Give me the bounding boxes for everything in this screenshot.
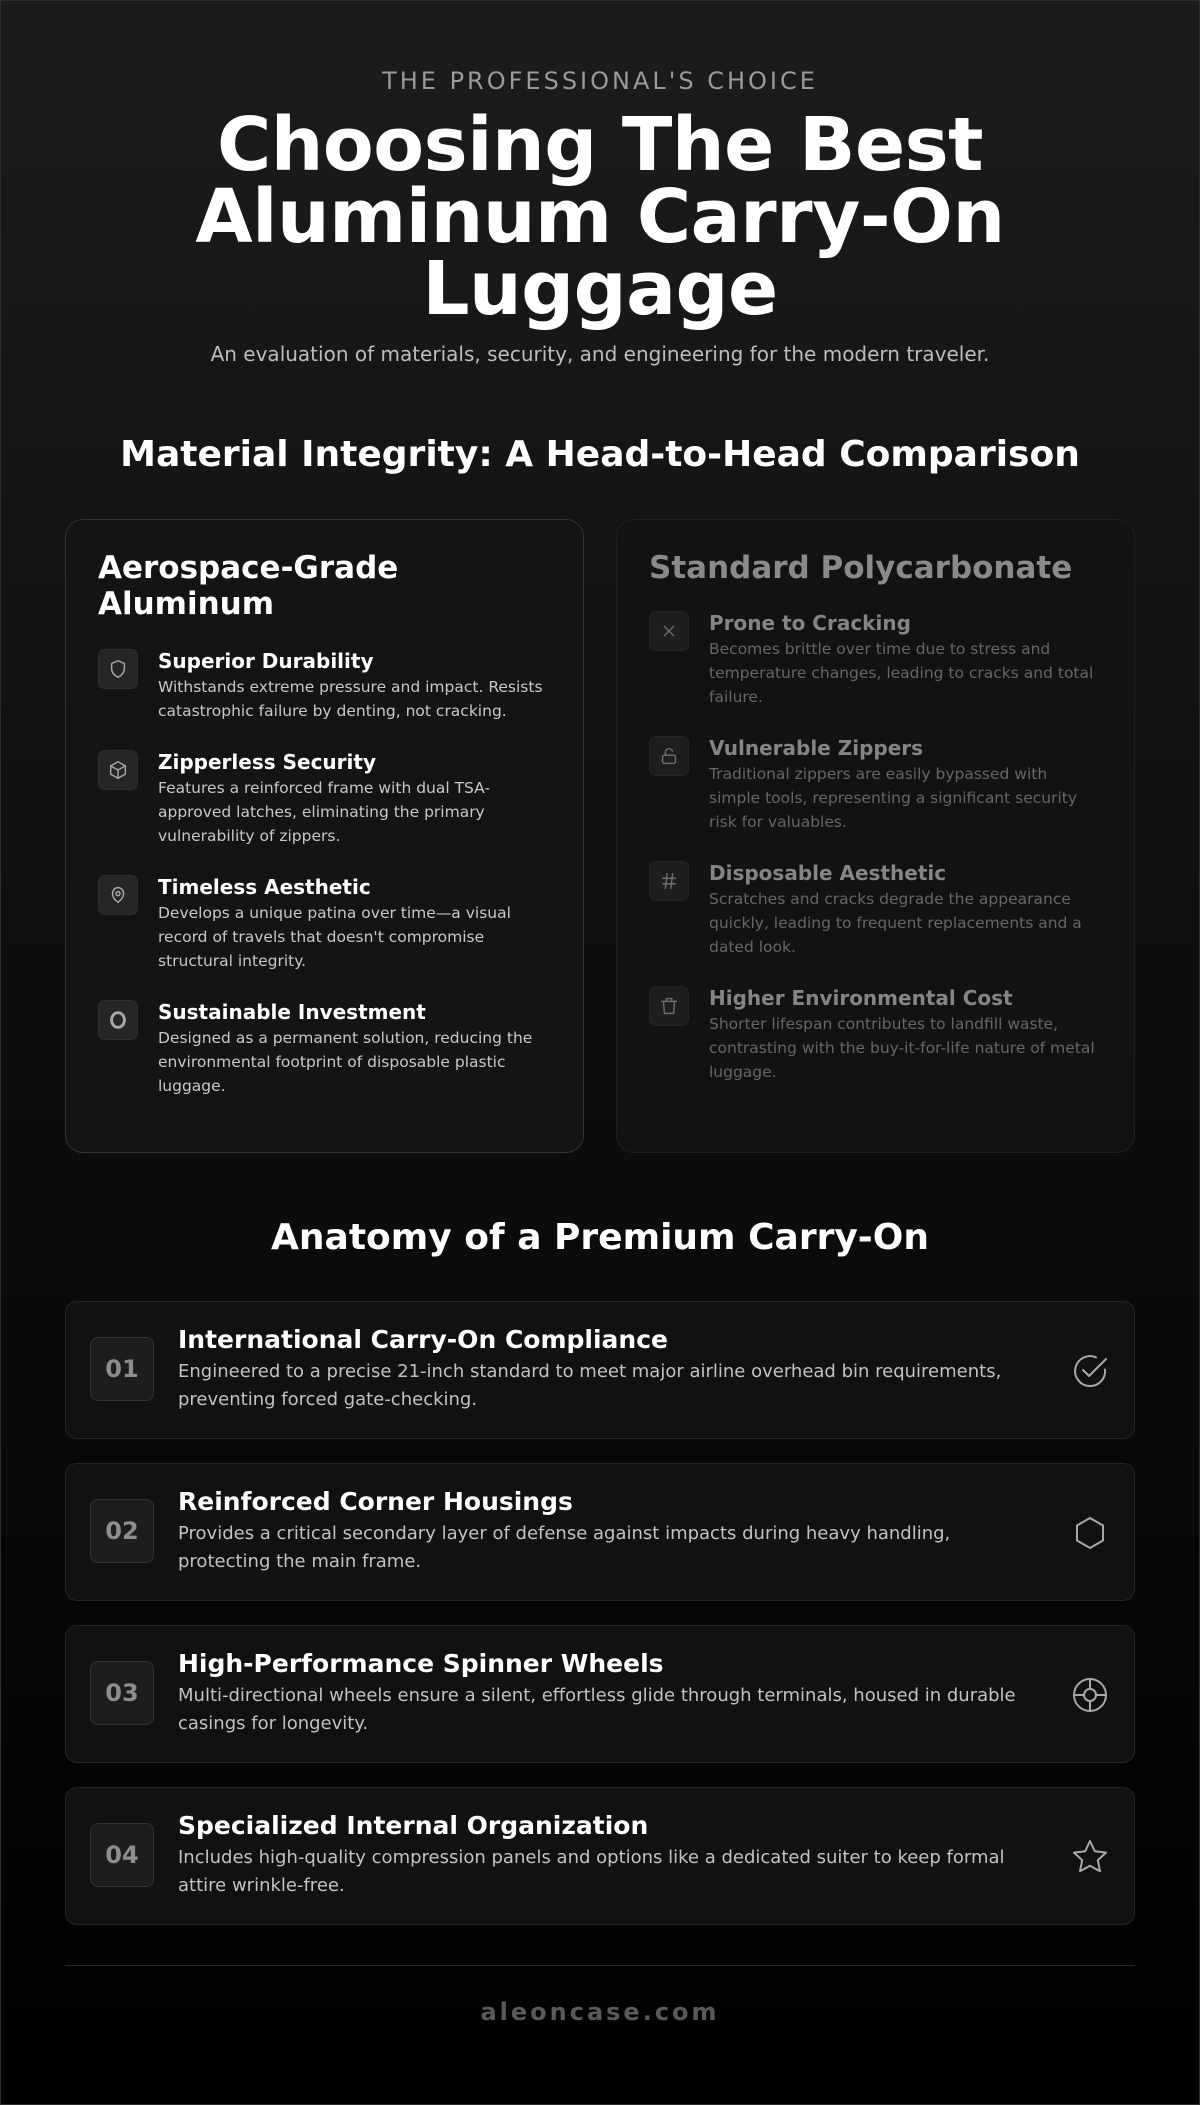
feature-title: Disposable Aesthetic <box>709 861 947 885</box>
feature-text: Traditional zippers are easily bypassed with simple tools, representing a significant security risk for valuables. <box>709 765 1078 831</box>
aluminum-card <box>65 519 584 1153</box>
page-title: Choosing The Best Aluminum Carry-On Luggage <box>195 102 1005 332</box>
anatomy-item <box>65 1787 1135 1925</box>
footer-divider <box>65 1965 1135 1966</box>
feature-text: Designed as a permanent solution, reducing the environmental footprint of disposable plastic luggage. <box>158 1029 533 1095</box>
feature-title: Superior Durability <box>158 649 374 673</box>
feature-text: Scratches and cracks degrade the appearance quickly, leading to frequent replacements and a dated look. <box>709 890 1082 956</box>
page-subtitle: An evaluation of materials, security, and engineering for the modern traveler. <box>210 342 990 366</box>
anatomy-item <box>65 1301 1135 1439</box>
wheel-icon <box>1070 1675 1110 1715</box>
item-number: 02 <box>90 1499 154 1563</box>
feature-text: Develops a unique patina over time—a visual record of travels that doesn't compromise structural integrity. <box>158 904 511 970</box>
aluminum-feature <box>98 648 551 723</box>
aluminum-card-title: Aerospace-Grade Aluminum <box>98 550 399 622</box>
item-title: High-Performance Spinner Wheels <box>178 1649 664 1678</box>
item-title: Specialized Internal Organization <box>178 1811 649 1840</box>
x-icon <box>649 611 689 651</box>
feature-title: Higher Environmental Cost <box>709 986 1013 1010</box>
item-text: Provides a critical secondary layer of defense against impacts during heavy handling, protecting the main frame. <box>178 1523 951 1572</box>
shield-icon <box>98 649 138 689</box>
polycarbonate-feature <box>649 985 1102 1084</box>
aluminum-feature <box>98 999 551 1098</box>
fingerprint-icon <box>98 875 138 915</box>
polycarbonate-card-title: Standard Polycarbonate <box>649 550 1073 586</box>
polycarbonate-feature <box>649 610 1102 709</box>
polycarbonate-card <box>616 519 1135 1153</box>
site-footer[interactable]: aleoncase.com <box>480 1998 720 2026</box>
anatomy-list <box>65 1301 1135 1925</box>
feature-text: Features a reinforced frame with dual TSA-approved latches, eliminating the primary vulnerability of zippers. <box>158 779 491 845</box>
hash-icon <box>649 861 689 901</box>
comparison-cards <box>65 519 1135 1153</box>
feature-title: Sustainable Investment <box>158 1000 426 1024</box>
feature-title: Timeless Aesthetic <box>158 875 371 899</box>
hexagon-icon <box>1070 1513 1110 1553</box>
feature-text: Withstands extreme pressure and impact. Resists catastrophic failure by denting, not cracking. <box>158 678 543 720</box>
aluminum-feature <box>98 749 551 848</box>
item-text: Includes high-quality compression panels and options like a dedicated suiter to keep formal attire wrinkle-free. <box>178 1847 1005 1896</box>
feature-text: Shorter lifespan contributes to landfill waste, contrasting with the buy-it-for-life nature of metal luggage. <box>709 1015 1095 1081</box>
feature-text: Becomes brittle over time due to stress and temperature changes, leading to cracks and total failure. <box>709 640 1094 706</box>
anatomy-section-title: Anatomy of a Premium Carry-On <box>271 1217 929 1258</box>
trash-icon <box>649 986 689 1026</box>
feature-title: Prone to Cracking <box>709 611 911 635</box>
aluminum-feature <box>98 874 551 973</box>
box-icon <box>98 750 138 790</box>
comparison-section-title: Material Integrity: A Head-to-Head Comparison <box>120 434 1080 475</box>
item-title: Reinforced Corner Housings <box>178 1487 573 1516</box>
item-text: Engineered to a precise 21-inch standard to meet major airline overhead bin requirements, preventing forced gate-checking. <box>178 1361 1002 1410</box>
item-number: 04 <box>90 1823 154 1887</box>
anatomy-item <box>65 1463 1135 1601</box>
item-number: 01 <box>90 1337 154 1401</box>
item-number: 03 <box>90 1661 154 1725</box>
hero-header <box>1 1 1199 369</box>
unlock-icon <box>649 736 689 776</box>
item-text: Multi-directional wheels ensure a silent, effortless glide through terminals, housed in durable casings for longevity. <box>178 1685 1016 1734</box>
polycarbonate-feature <box>649 735 1102 834</box>
polycarbonate-feature <box>649 860 1102 959</box>
ring-icon <box>98 1000 138 1040</box>
check-circle-icon <box>1070 1351 1110 1391</box>
eyebrow-text: THE PROFESSIONAL'S CHOICE <box>382 67 818 95</box>
star-icon <box>1070 1837 1110 1877</box>
anatomy-item <box>65 1625 1135 1763</box>
feature-title: Zipperless Security <box>158 750 376 774</box>
item-title: International Carry-On Compliance <box>178 1325 668 1354</box>
feature-title: Vulnerable Zippers <box>709 736 924 760</box>
